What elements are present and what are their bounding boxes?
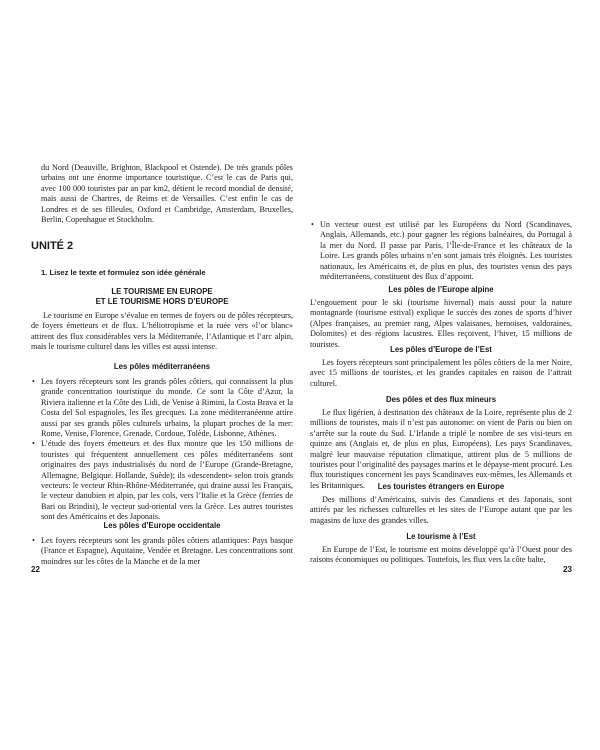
page-number-left: 22 bbox=[31, 565, 40, 574]
bullet-paragraph: • L’étude des foyers émetteurs et des flux montre que les 150 millions de touristes qui fréquentent annuellement ces pôles méditerranéens sont originaires des pays industrialisés du nord de l’Europe (Grande-Bretagne, Allemagne, Belgique. Hollande, Suède); ils «descendent» selon trois grands vecteurs: le vecteur Rhin-Rhône-Méditerranée, qui draine aussi les Français, le vecteur danubien et alpin, par les cols, vers l’Italie et la Grèce (ferries de Bari ou Brindisi), le vecteur sud-oriental vers la Grèce. Les autres touristes sont des Américains et des Japonais. bbox=[31, 439, 293, 522]
section-heading-foreign: Les touristes étrangers en Europe bbox=[377, 482, 505, 491]
section-heading-western: Les pôles d’Europe occidentale bbox=[103, 521, 221, 530]
exercise-question: 1. Lisez le texte et formulez son idée générale bbox=[41, 268, 206, 277]
intro-paragraph: Le tourisme en Europe s’évalue en termes de foyers ou de pôles récepteurs, de foyers émetteurs et de flux. L’héliotropisme et la ruée vers «l’or blanc» attirent des flux considérables vers la Méditerranée, l’Atlantique et l’arc alpin, mais le tourisme culturel dans les villes est aussi intense. bbox=[31, 311, 293, 352]
paragraph: Des millions d’Américains, suivis des Canadiens et des Japonais, sont attirés par les richesses culturelles et les sites de l’Europe autant que par les magasins de luxe des grandes villes. bbox=[310, 495, 572, 525]
section-heading-minor: Des pôles et des flux mineurs bbox=[385, 395, 497, 404]
bullet-paragraph: • Les foyers récepteurs sont les grands pôles côtiers atlantiques: Pays basque (France et Espagne), Aquitaine, Vendée et Bretagne. Les concentrations sont moindres sur les côtes de la Manche et de la mer bbox=[31, 536, 293, 567]
paragraph: du Nord (Deauville, Brighton, Blackpool et Ostende). De très grands pôles urbains ont une énorme importance touristique. C’est le cas de Paris qui, avec 100 000 touristes par an par km2, détient le record mondial de densité, mais aussi de Chartres, de Reims et de Versailles. C’est enfin le cas de Londres et de ses filleules, Oxford et Cambridge, Amsterdam, Bruxelles, Berlin, Copenhague et Stockholm. bbox=[41, 163, 293, 225]
section-heading-east: Les pôles d’Europe de l’Est bbox=[390, 345, 492, 354]
section-heading-alpine: Les pôles de l’Europe alpine bbox=[388, 285, 494, 294]
section-heading-mediterranean: Les pôles méditerranéens bbox=[113, 362, 211, 371]
paragraph: En Europe de l’Est, le tourisme est moins développé qu’à l’Ouest pour des raisons économiques ou politiques. Toutefois, les flux vers la côte balte, bbox=[310, 545, 572, 565]
left-continuation bbox=[31, 163, 293, 225]
main-title bbox=[31, 287, 293, 307]
bullet-paragraph: • Un vecteur ouest est utilisé par les Européens du Nord (Scandinaves, Anglais, Allemands, etc.) pour gagner les régions balnéaires, du Portugal à la mer du Nord. Il passe par Paris, l’Île-de-France et les châteaux de la Loire. Les grands pôles urbains n’en sont jamais très éloignés. Les touristes nationaux, les Américains et, de plus en plus, des touristes venus des pays méditerranéens, constituent des flux d’appoint. bbox=[310, 220, 572, 282]
main-title-line-2: ET LE TOURISME HORS D’EUROPE bbox=[95, 297, 229, 306]
bullet-paragraph: • Les foyers récepteurs sont les grands pôles côtiers, qui connaissent la plus grande concentration touristique du monde. Ce sont la Côte d’Azur, la Riviera italienne et la Côte des Lidi, de Venise à Rimini, la Costa Brava et la Costa del Sol espagnoles, les îles grecques. La zone méditerranéenne attire aussi par ses grands pôles culturels urbains, la plupart proches de la mer: Rome, Venise, Florence, Grenade, Cordoue, Tolède, Lisbonne, Athènes. bbox=[31, 377, 293, 439]
paragraph: L’engouement pour le ski (tourisme hivernal) mais aussi pour la nature montagnarde (tourisme estival) explique le succès des zones de sports d’hiver (Alpes françaises, au premier rang, Alpes valaisanes, bernoises, valdoraines, Dolomites) et des régions lacustres. Elles reçoivent, l’hiver, 15 millions de touristes. bbox=[310, 298, 572, 349]
paragraph: Le flux ligérien, à destination des châteaux de la Loire, représente plus de 2 millions de touristes, mais il n’est pas autonome: on vient de Paris ou bien on s’arrête sur la route du Sud. L’Irlande a triplé le nombre de ses visi-teurs en quinze ans (Anglais et, de plus en plus, Européens). Les pays Scandinaves, malgré leur mauvaise réputation climatique, attirent plus de 5 millions de touristes pour l’originalité des paysages marins et le dépayse-ment procuré. Les flux touristiques concernent les pays Scandinaves eux-mêmes, les Allemands et les Britanniques. bbox=[310, 408, 572, 490]
page-number-right: 23 bbox=[563, 565, 572, 574]
unit-title: UNITÉ 2 bbox=[31, 240, 74, 252]
main-title-line-1: LE TOURISME EN EUROPE bbox=[111, 287, 213, 296]
section-heading-east-tourism: Le tourisme à l’Est bbox=[406, 532, 476, 541]
paragraph: Les foyers récepteurs sont principalement les pôles côtiers de la mer Noire, avec 15 millions de touristes, et les grandes capitales en raison de l’attrait culturel. bbox=[310, 358, 572, 388]
